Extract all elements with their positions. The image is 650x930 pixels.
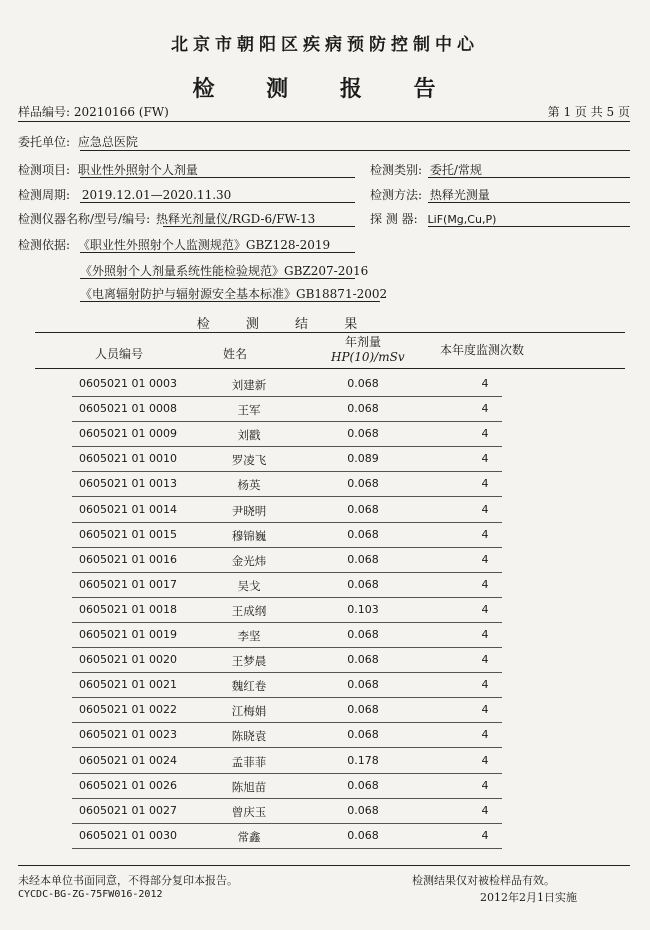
row-rule [72, 848, 502, 849]
category-value: 委托/常规 [429, 163, 482, 177]
monitor-count: 4 [481, 828, 489, 842]
footer-notice-left: 未经本单位书面同意，不得部分复印本报告。 [18, 874, 238, 887]
table-header-rule [35, 368, 625, 369]
monitor-count: 4 [481, 678, 489, 692]
instrument-field [18, 210, 315, 227]
row-rule [72, 697, 502, 698]
person-name: 杨英 [237, 478, 261, 493]
monitor-count: 4 [481, 477, 489, 491]
person-id: 0605021 01 0017 [79, 577, 177, 591]
person-id: 0605021 01 0018 [79, 602, 177, 616]
period-label: 检测周期: [18, 188, 71, 202]
item-underline [80, 177, 355, 178]
annual-dose: 0.068 [347, 402, 379, 416]
person-id: 0605021 01 0016 [79, 552, 177, 566]
footer-divider [18, 865, 630, 866]
row-rule [72, 647, 502, 648]
organization-name: 北京市朝阳区疾病预防控制中心 [171, 35, 479, 55]
table-row [0, 750, 650, 775]
monitor-count: 4 [481, 653, 489, 667]
table-row [0, 724, 650, 749]
annual-dose: 0.068 [347, 628, 379, 641]
row-rule [72, 747, 502, 748]
row-rule [72, 496, 502, 497]
row-rule [72, 421, 502, 422]
annual-dose: 0.089 [347, 452, 379, 466]
client-value: 应急总医院 [77, 135, 138, 149]
table-top-rule [35, 332, 625, 333]
person-name: 魏红卷 [231, 679, 267, 694]
monitor-count: 4 [481, 728, 489, 742]
annual-dose: 0.068 [347, 527, 379, 541]
basis-standard-1: 《职业性外照射个人监测规范》GBZ128-2019 [77, 238, 331, 252]
period-field [18, 186, 231, 203]
row-rule [72, 798, 502, 799]
client-label: 委托单位: [18, 135, 71, 149]
monitor-count: 4 [481, 703, 489, 717]
col-header-id: 人员编号 [95, 347, 144, 361]
footer-effective-date: 2012年2月1日实施 [480, 891, 577, 904]
detector-value: LiF(Mg,Cu,P) [427, 213, 497, 226]
annual-dose: 0.068 [347, 728, 379, 742]
category-label: 检测类别: [370, 163, 423, 177]
results-title: 检 测 结 果 [196, 317, 374, 332]
annual-dose: 0.068 [347, 828, 379, 842]
person-name: 陈晓袁 [231, 729, 267, 744]
person-name: 王军 [237, 403, 261, 418]
person-name: 李坚 [237, 629, 261, 643]
row-rule [72, 823, 502, 824]
table-row [0, 649, 650, 674]
page-info: 第 1 页 共 5 页 [547, 105, 630, 119]
person-name: 刘建新 [231, 378, 267, 392]
monitor-count: 4 [481, 552, 489, 566]
footer-form-code: CYCDC-BG-ZG-75FW016-2012 [18, 889, 163, 900]
col-header-dose-unit: HP(10)/mSv [331, 350, 405, 364]
row-rule [72, 622, 502, 623]
row-rule [72, 773, 502, 774]
row-rule [72, 446, 502, 447]
period-value: 2019.12.01—2020.11.30 [81, 188, 232, 202]
table-row [0, 599, 650, 624]
person-name: 吴戈 [237, 578, 261, 593]
person-id: 0605021 01 0021 [79, 678, 177, 692]
table-row [0, 549, 650, 574]
method-underline [428, 202, 630, 203]
client-field [18, 133, 138, 150]
monitor-count: 4 [481, 527, 489, 541]
person-id: 0605021 01 0026 [79, 778, 177, 792]
annual-dose: 0.068 [347, 552, 379, 566]
row-rule [72, 396, 502, 397]
person-name: 曾庆玉 [231, 804, 267, 819]
report-title: 检 测 报 告 [192, 76, 458, 102]
table-row [0, 524, 650, 549]
sample-number [18, 103, 169, 120]
method-field [370, 186, 490, 203]
monitor-count: 4 [481, 402, 489, 416]
person-id: 0605021 01 0020 [79, 653, 177, 667]
row-rule [72, 597, 502, 598]
monitor-count: 4 [481, 753, 489, 767]
col-header-dose: 年剂量 [345, 335, 382, 349]
person-name: 金光炜 [231, 553, 267, 568]
person-name: 孟菲菲 [231, 754, 267, 769]
table-row [0, 624, 650, 649]
item-field [18, 161, 198, 178]
person-name: 陈旭苗 [231, 779, 267, 794]
monitor-count: 4 [481, 602, 489, 616]
monitor-count: 4 [481, 452, 489, 466]
basis-label: 检测依据: [18, 238, 71, 252]
person-id: 0605021 01 0015 [79, 527, 177, 541]
table-row [0, 423, 650, 448]
table-row [0, 800, 650, 825]
row-rule [72, 572, 502, 573]
table-row [0, 699, 650, 724]
person-name: 江梅娟 [231, 704, 267, 719]
item-label: 检测项目: [18, 163, 71, 177]
person-name: 尹晓明 [231, 503, 267, 518]
table-row [0, 499, 650, 524]
person-id: 0605021 01 0024 [79, 753, 177, 767]
table-row [0, 398, 650, 423]
basis-standard-3: 《电离辐射防护与辐射源安全基本标准》GB18871-2002 [80, 287, 388, 301]
annual-dose: 0.068 [347, 703, 379, 717]
table-row [0, 574, 650, 599]
annual-dose: 0.068 [347, 377, 379, 390]
person-id: 0605021 01 0003 [79, 377, 177, 390]
person-id: 0605021 01 0009 [79, 427, 177, 441]
monitor-count: 4 [481, 427, 489, 441]
annual-dose: 0.103 [347, 602, 379, 616]
category-field [370, 161, 482, 178]
annual-dose: 0.068 [347, 778, 379, 792]
monitor-count: 4 [481, 778, 489, 792]
row-rule [72, 522, 502, 523]
sample-number-label: 样品编号: [18, 105, 71, 119]
detector-field [370, 210, 496, 227]
sample-number-value: 20210166 (FW) [73, 105, 169, 119]
annual-dose: 0.178 [347, 753, 379, 767]
person-id: 0605021 01 0027 [79, 803, 177, 817]
category-underline [428, 177, 630, 178]
item-value: 职业性外照射个人剂量 [77, 163, 198, 177]
monitor-count: 4 [481, 377, 489, 390]
annual-dose: 0.068 [347, 653, 379, 667]
annual-dose: 0.068 [347, 803, 379, 817]
table-row [0, 448, 650, 473]
person-id: 0605021 01 0008 [79, 402, 177, 416]
annual-dose: 0.068 [347, 477, 379, 491]
basis-underline-2 [80, 278, 355, 279]
method-label: 检测方法: [370, 188, 423, 202]
period-underline [80, 202, 355, 203]
monitor-count: 4 [481, 628, 489, 641]
person-name: 刘戳 [237, 428, 261, 443]
table-row [0, 825, 650, 850]
person-id: 0605021 01 0013 [79, 477, 177, 491]
person-id: 0605021 01 0023 [79, 728, 177, 742]
person-name: 常鑫 [237, 829, 261, 844]
table-row [0, 473, 650, 498]
client-underline [80, 150, 630, 151]
annual-dose: 0.068 [347, 427, 379, 441]
annual-dose: 0.068 [347, 678, 379, 692]
person-id: 0605021 01 0022 [79, 703, 177, 717]
footer-notice-right: 检测结果仅对被检样品有效。 [412, 874, 555, 887]
person-name: 罗凌飞 [231, 453, 267, 468]
col-header-count: 本年度监测次数 [440, 343, 525, 357]
detector-label: 探 测 器: [370, 212, 418, 226]
monitor-count: 4 [481, 502, 489, 516]
person-id: 0605021 01 0030 [79, 828, 177, 842]
col-header-name: 姓名 [223, 347, 248, 361]
row-rule [72, 722, 502, 723]
instrument-label: 检测仪器名称/型号/编号: [18, 212, 151, 226]
table-row [0, 775, 650, 800]
header-divider [18, 121, 630, 122]
basis-field [18, 236, 330, 253]
table-row [0, 674, 650, 699]
instrument-value: 热释光剂量仪/RGD-6/FW-13 [155, 212, 316, 226]
detector-underline [428, 226, 630, 227]
person-id: 0605021 01 0010 [79, 452, 177, 466]
basis-underline-3 [80, 301, 380, 302]
monitor-count: 4 [481, 577, 489, 591]
basis-underline-1 [80, 252, 355, 253]
method-value: 热释光测量 [429, 188, 490, 202]
row-rule [72, 471, 502, 472]
annual-dose: 0.068 [347, 502, 379, 516]
basis-standard-2: 《外照射个人剂量系统性能检验规范》GBZ207-2016 [80, 264, 369, 278]
table-row [0, 373, 650, 398]
person-id: 0605021 01 0019 [79, 628, 177, 641]
monitor-count: 4 [481, 803, 489, 817]
annual-dose: 0.068 [347, 577, 379, 591]
person-id: 0605021 01 0014 [79, 502, 177, 516]
person-name: 王梦晨 [231, 654, 267, 669]
row-rule [72, 547, 502, 548]
person-name: 王成纲 [231, 603, 267, 618]
person-name: 穆锦巍 [231, 528, 267, 543]
instrument-underline [163, 226, 355, 227]
row-rule [72, 672, 502, 673]
